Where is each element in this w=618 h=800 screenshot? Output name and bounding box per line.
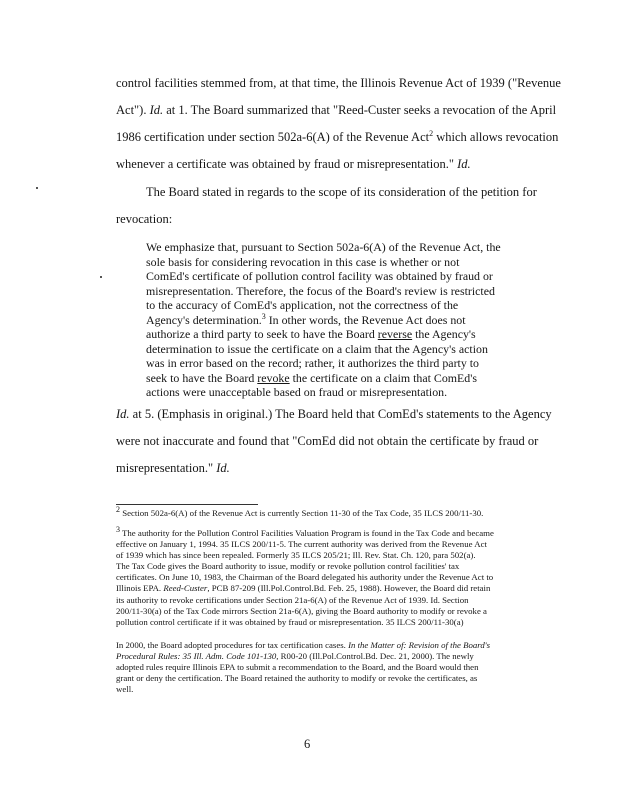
footnote-ref-3[interactable]: 3 (261, 311, 266, 321)
page-number: 6 (304, 737, 311, 751)
footnote-3-continued: In 2000, the Board adopted procedures for tax certification cases. In the Matter of: Revision of the Board's Procedural Rules: 35 Ill. Adm. Code 101-130, R00-20 (Ill.Pol.Control.Bd. Dec. 21, 2000). The newly adopted rules require Illinois EPA to submit a recommendation to the Board, and the Board would then grant or deny the certification. The Board retained the authority to modify or revoke the certificates, as well. (116, 640, 491, 695)
quote-line: determination to issue the certificate on a claim that the Agency's action (146, 341, 488, 356)
scan-speck (36, 187, 38, 189)
body-line-3: 1986 certification under section 502a-6(A) of the Revenue Act$^2$ which allows revocation (116, 128, 559, 144)
footnote-2: $^2$ Section 502a-6(A) of the Revenue Act is currently Section 11-30 of the Tax Code, 35 ILCS 200/11-30. (116, 505, 484, 518)
footnote-3: $^3$ The authority for the Pollution Control Facilities Valuation Program is found in the Tax Code and became effective on January 1, 1994. 35 ILCS 200/11-5. The current authority was derived from the Revenue Act of 1939 which has since been repealed. Formerly 35 ILCS 205/21; Ill. Rev. Stat. Ch. 120, para 502(a). The Tax Code gives the Board authority to issue, modify or revoke pollution control facilities' tax certificates. On June 10, 1983, the Chairman of the Board delegated his authority under the Revenue Act to Illinois EPA. Reed-Custer, PCB 87-209 (Ill.Pol.Control.Bd. Feb. 25, 1988). However, the Board did retain its authority to revoke certifications under Section 21a-6(A) of the Revenue Act of 1939. Id. Section 200/11-30(a) of the Tax Code mirrors Section 21a-6(A), giving the Board authority to modify or revoke a pollution control certificate if it was obtained by fraud or misrepresentation. 35 ILCS 200/11-30(a) (116, 525, 494, 627)
scan-speck (100, 276, 102, 278)
body-line-2: Act"). Id. at 1. The Board summarized that "Reed-Custer seeks a revocation of the April (116, 103, 557, 117)
quote-line: Agency's determination.$^3$ In other words, the Revenue Act does not (146, 311, 466, 327)
body-line-7: Id. at 5. (Emphasis in original.) The Board held that ComEd's statements to the Agency (116, 407, 552, 421)
body-line-5: The Board stated in regards to the scope of its consideration of the petition for (146, 185, 537, 199)
body-line-6: revocation: (116, 212, 173, 226)
quote-line: ComEd's certificate of pollution control facility was obtained by fraud or (146, 269, 493, 283)
body-line-1: control facilities stemmed from, at that time, the Illinois Revenue Act of 1939 ("Revenue (116, 76, 561, 90)
body-line-4: whenever a certificate was obtained by fraud or misrepresentation." Id. (116, 157, 471, 171)
body-line-8: were not inaccurate and found that "ComEd did not obtain the certificate by fraud or (116, 434, 539, 448)
quote-line: actions were unacceptable based on fraud or misrepresentation. (146, 385, 448, 399)
footnote-separator (116, 504, 258, 505)
quote-line: We emphasize that, pursuant to Section 502a-6(A) of the Revenue Act, the (146, 240, 501, 254)
footnote-ref-2[interactable]: 2 (429, 128, 434, 138)
quote-line: seek to have the Board revoke the certificate on a claim that ComEd's (146, 370, 478, 385)
block-quote (146, 240, 546, 400)
quote-line: was in error based on the record; rather, it authorizes the third party to (146, 356, 480, 370)
body-line-9: misrepresentation." Id. (116, 461, 230, 475)
quote-line: authorize a third party to seek to have the Board reverse the Agency's (146, 327, 476, 341)
quote-line: to the accuracy of ComEd's application, not the correctness of the (146, 298, 459, 312)
quote-line: misrepresentation. Therefore, the focus of the Board's review is restricted (146, 283, 495, 298)
quote-line: sole basis for considering revocation in this case is whether or not (146, 254, 460, 269)
